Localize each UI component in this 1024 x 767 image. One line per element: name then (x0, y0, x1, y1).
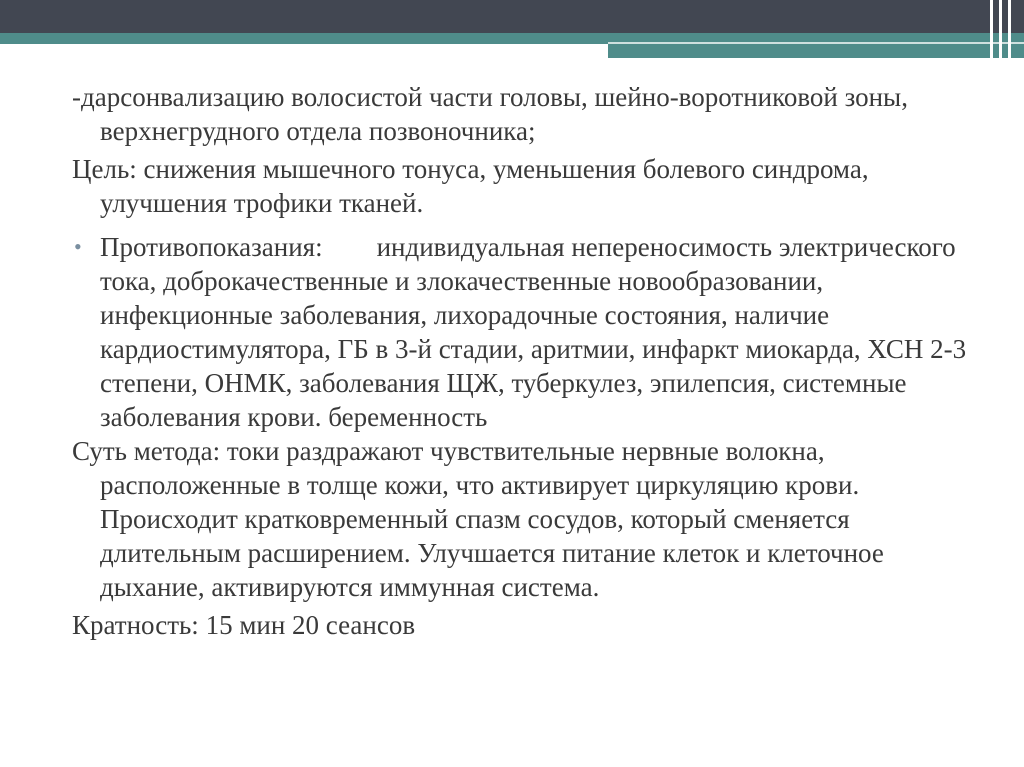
bullet-dot-icon: • (74, 234, 82, 259)
header-vertical-stripe (1008, 0, 1011, 70)
goal-paragraph: Цель: снижения мышечного тонуса, уменьшения болевого синдрома, улучшения трофики тканей. (72, 154, 869, 218)
header-accent-block (608, 33, 1024, 58)
header-accent-line (608, 42, 1024, 44)
frequency-paragraph: Кратность: 15 мин 20 сеансов (72, 610, 416, 640)
method-essence-paragraph: Суть метода: токи раздражают чувствительные нервные волокна, расположенные в толще кожи, что активирует циркуляцию крови. Происходит кратковременный спазм сосудов, который сменяется длительным расширением. Улучшается питание клеток и клеточное дыхание, активируются иммунная система. (72, 436, 884, 602)
darsonvalization-paragraph: -дарсонвализацию волосистой части головы, шейно-воротниковой зоны, верхнегрудного отдела позвоночника; (72, 82, 908, 146)
header-vertical-stripe (999, 0, 1002, 70)
contraindications-text: индивидуальная непереносимость электрического тока, доброкачественные и злокачественные новообразовании, инфекционные заболевания, лихорадочные состояния, наличие кардиостимулятора, ГБ в 3-й стадии, аритмии, инфаркт миокарда, ХСН 2-3 степени, ОНМК, заболевания ЩЖ, туберкулез, эпилепсия, системные заболевания крови. беременность (100, 232, 967, 432)
contraindications-item (72, 230, 972, 434)
header-bar (0, 0, 1024, 33)
contraindications-label: Противопоказания: (100, 232, 323, 262)
header-vertical-stripe (990, 0, 993, 70)
slide-content (72, 80, 972, 642)
